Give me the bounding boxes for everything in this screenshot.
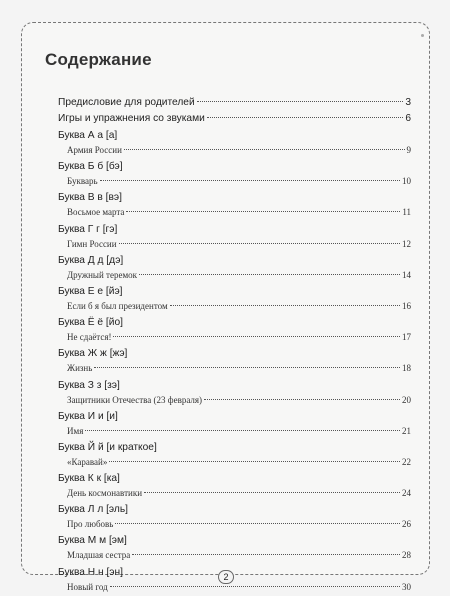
- toc-section: [58, 222, 411, 253]
- dot-leader: [170, 305, 400, 306]
- section-heading: Буква В в [вэ]: [58, 192, 122, 204]
- toc-section: [58, 159, 411, 190]
- subentry-label: Гимн России: [67, 238, 117, 249]
- section-heading: Буква Е е [йэ]: [58, 285, 123, 297]
- subentry-label: Не сдаётся!: [67, 332, 112, 343]
- section-heading: Буква Б б [бэ]: [58, 161, 123, 173]
- dot-leader: [204, 399, 400, 400]
- toc-section: [58, 533, 411, 564]
- toc-entry-page: 6: [405, 113, 411, 124]
- subentry-page: 22: [402, 456, 411, 467]
- subentry-page: 20: [402, 394, 411, 405]
- subentry-page: 16: [402, 300, 411, 311]
- subentry-label: Дружный теремок: [67, 269, 138, 280]
- toc-section: [58, 284, 411, 315]
- toc-subentry[interactable]: [58, 517, 411, 531]
- subentry-label: «Каравай»: [67, 456, 108, 467]
- page-title: Содержание: [45, 50, 152, 69]
- subentry-label: День космонавтики: [67, 488, 143, 499]
- toc-subentry[interactable]: [58, 393, 411, 407]
- toc-subentry[interactable]: [58, 361, 411, 375]
- dot-leader: [197, 101, 404, 102]
- section-heading: Буква А а [а]: [58, 130, 118, 141]
- dot-leader: [115, 523, 400, 524]
- subentry-page: 28: [402, 550, 411, 561]
- toc-section: [58, 346, 411, 377]
- page-number: 2: [218, 570, 234, 584]
- subentry-label: Младшая сестра: [67, 550, 131, 561]
- dot-leader: [207, 117, 404, 118]
- toc-section: [58, 440, 411, 471]
- toc-section: [58, 253, 411, 284]
- toc-section: [58, 315, 411, 346]
- toc-subentry[interactable]: [58, 268, 411, 282]
- toc-section: [58, 128, 411, 159]
- subentry-label: Имя: [67, 425, 84, 436]
- dot-leader: [124, 149, 405, 150]
- corner-dot: [421, 34, 424, 37]
- section-heading: Буква Ё ё [йо]: [58, 317, 123, 329]
- toc-entry-preface[interactable]: [58, 95, 411, 111]
- toc-subentry[interactable]: [58, 299, 411, 313]
- toc-subentry[interactable]: [58, 205, 411, 219]
- section-heading: Буква З з [зэ]: [58, 379, 120, 391]
- dot-leader: [132, 554, 400, 555]
- toc-section: [58, 471, 411, 502]
- section-heading: Буква Л л [эль]: [58, 504, 128, 516]
- dot-leader: [119, 243, 400, 244]
- subentry-page: 9: [406, 145, 411, 155]
- section-heading: Буква Ж ж [жэ]: [58, 348, 128, 360]
- subentry-label: Защитники Отечества (23 февраля): [67, 394, 203, 405]
- section-heading: Буква К к [ка]: [58, 473, 120, 485]
- toc-section: [58, 378, 411, 409]
- toc-section: [58, 409, 411, 440]
- toc-entry-label: Предисловие для родителей: [58, 97, 195, 108]
- section-heading: Буква Д д [дэ]: [58, 254, 124, 266]
- toc-subentry[interactable]: [58, 237, 411, 251]
- subentry-label: Жизнь: [67, 363, 93, 374]
- toc-section: [58, 190, 411, 221]
- toc-subentry[interactable]: [58, 580, 411, 594]
- dot-leader: [144, 492, 400, 493]
- dot-leader: [100, 180, 400, 181]
- toc-subentry[interactable]: [58, 548, 411, 562]
- toc-section: [58, 565, 411, 596]
- toc-subentry[interactable]: [58, 486, 411, 500]
- table-of-contents: [58, 95, 411, 596]
- dot-leader: [94, 367, 400, 368]
- subentry-page: 10: [402, 176, 411, 187]
- subentry-page: 26: [402, 519, 411, 530]
- subentry-label: Восьмое марта: [67, 207, 125, 218]
- dot-leader: [126, 211, 400, 212]
- subentry-page: 24: [402, 488, 411, 499]
- section-heading: Буква И и [и]: [58, 410, 118, 422]
- dot-leader: [110, 586, 400, 587]
- toc-entry-games[interactable]: [58, 111, 411, 127]
- subentry-page: 12: [402, 238, 411, 249]
- section-heading: Буква Й й [и краткое]: [58, 441, 157, 453]
- toc-section: [58, 502, 411, 533]
- subentry-label: Букварь: [67, 176, 98, 187]
- dot-leader: [85, 430, 400, 431]
- toc-subentry[interactable]: [58, 174, 411, 188]
- section-heading: Буква Г г [гэ]: [58, 223, 118, 235]
- subentry-page: 30: [402, 581, 411, 592]
- toc-subentry[interactable]: [58, 424, 411, 438]
- subentry-page: 14: [402, 269, 411, 280]
- toc-subentry[interactable]: [58, 455, 411, 469]
- subentry-page: 21: [402, 425, 411, 436]
- dot-leader: [139, 274, 400, 275]
- toc-entry-label: Игры и упражнения со звуками: [58, 113, 205, 124]
- dot-leader: [113, 336, 400, 337]
- toc-entry-page: 3: [405, 97, 411, 108]
- section-heading: Буква М м [эм]: [58, 535, 127, 547]
- subentry-label: Армия России: [67, 145, 122, 155]
- subentry-label: Новый год: [67, 581, 108, 592]
- section-heading: Буква Н н [эн]: [58, 566, 123, 578]
- toc-subentry[interactable]: [58, 143, 411, 157]
- subentry-page: 11: [402, 207, 411, 218]
- dot-leader: [109, 461, 400, 462]
- subentry-page: 17: [402, 332, 411, 343]
- subentry-label: Про любовь: [67, 519, 114, 530]
- subentry-label: Если б я был президентом: [67, 300, 168, 311]
- toc-subentry[interactable]: [58, 330, 411, 344]
- subentry-page: 18: [402, 363, 411, 374]
